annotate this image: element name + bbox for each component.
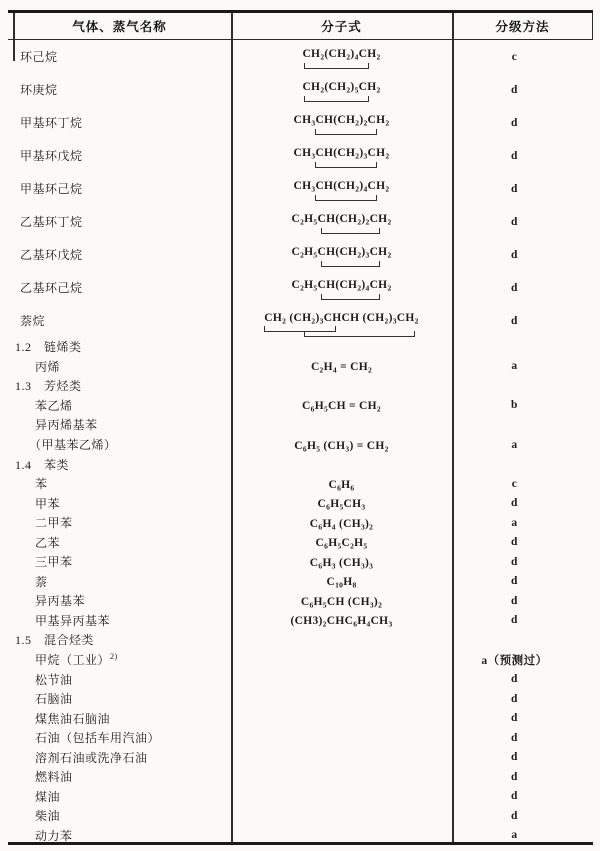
gas-name: 甲基异丙基苯 [35,613,111,628]
grade-value: d [511,314,518,327]
gas-name: 萘 [35,574,48,589]
gas-name-cell [8,689,231,709]
formula-wrap [302,77,380,95]
gas-name-cell [8,238,231,271]
grade-value: d [511,555,518,568]
molecular-formula: $C_6H_4$ $(CH_3)_2$ [309,517,374,531]
column-header-molecular-formula: 分子式 [321,20,362,34]
table-row [8,630,593,650]
gas-name: 乙苯 [35,535,61,550]
table-row [8,454,593,474]
gas-name: 溶剂石油或洗净石油 [35,750,148,765]
grade-value: c [511,477,518,490]
formula-wrap [311,357,372,375]
molecular-formula: $C_2H_5CH(CH_2)_3CH_2$ [291,246,392,260]
grade-value: c [511,50,518,63]
gas-name-cell [8,73,231,106]
gas-name-cell [8,513,231,533]
grade-value: a [511,829,518,842]
formula-wrap [291,209,391,227]
ring-bond-bracket [304,96,368,102]
gas-name: 煤焦油石脑油 [35,711,111,726]
molecular-formula-cell [231,205,452,238]
classification-method-cell [452,572,593,592]
formula-wrap [264,308,418,326]
classification-method-cell [452,304,593,337]
formula-wrap [302,44,380,62]
gas-name: 甲基环己烷 [20,182,83,196]
gas-name: 异丙基苯 [35,594,86,609]
molecular-formula: $C_6H_5C_2H_5$ [315,537,368,551]
grade-value: d [511,281,518,294]
classification-method-cell [452,139,593,172]
gas-name: 三甲苯 [35,555,73,570]
gas-name: 环庚烷 [20,83,58,97]
gas-name-cell [8,435,231,455]
molecular-formula-cell [231,689,452,709]
formula-wrap [294,176,390,194]
classification-method-cell [452,376,593,396]
table-row [8,532,593,552]
grade-value: d [511,215,518,228]
classification-method-cell [452,357,593,377]
table-row [8,669,593,689]
grade-value: d [511,770,518,783]
molecular-formula-cell [231,493,452,513]
grade-value: d [511,673,518,686]
grade-value: d [511,497,518,510]
column-header-classification-method: 分级方法 [495,20,550,34]
table-row [8,767,593,787]
grade-value: a（预测过） [481,654,548,667]
formula-wrap [310,553,373,571]
table-row [8,396,593,416]
classification-method-cell [452,689,593,709]
gas-name: 苯 [35,477,48,492]
gas-name-cell [8,304,231,337]
formula-wrap [291,275,391,293]
grade-value: d [511,575,518,588]
column-divider-2 [452,13,454,842]
table-row [8,205,593,238]
gas-name-cell [8,728,231,748]
grade-value: d [511,182,518,195]
ring-bond-bracket [321,228,379,234]
table-row [8,435,593,455]
gas-name: 甲基环戊烷 [20,149,83,163]
table-row [8,513,593,533]
table-row [8,73,593,106]
table-row [8,806,593,826]
gas-name: 1.5 混合烃类 [15,633,95,648]
formula-wrap [326,572,356,590]
gas-name: 环己烷 [20,50,58,64]
classification-method-cell [452,106,593,139]
formula-wrap [302,396,381,414]
molecular-formula: $C_6H_6$ [328,478,355,492]
footnote-marker: 2) [110,652,118,662]
molecular-formula-cell [231,630,452,650]
grade-value: d [511,248,518,261]
classification-method-cell [452,747,593,767]
gas-name: 煤油 [35,789,61,804]
gas-name-cell [8,708,231,728]
gas-name-cell [8,337,231,357]
gas-name-cell [8,415,231,435]
gas-name: 1.2 链烯类 [15,340,82,355]
table-row [8,337,593,357]
molecular-formula: $C_2H_4 = CH_2$ [310,361,373,375]
gas-name-cell [8,493,231,513]
gas-name: 苯乙烯 [35,398,73,413]
classification-method-cell [452,630,593,650]
gas-name-cell [8,172,231,205]
gas-name: 二甲苯 [35,516,73,531]
molecular-formula: $C_2H_5CH(CH_2)_2CH_2$ [291,213,392,227]
grade-value: d [511,83,518,96]
molecular-formula-cell [231,767,452,787]
table-row [8,139,593,172]
molecular-formula: $(CH3)_2CHC_6H_4CH_3$ [290,615,393,629]
gas-name: 甲基环丁烷 [20,116,83,130]
classification-method-cell [452,532,593,552]
gas-name-cell [8,454,231,474]
molecular-formula-cell [231,708,452,728]
gas-name: 石油（包括车用汽油） [35,731,161,746]
gas-name: 柴油 [35,809,61,824]
molecular-formula: $C_6H_5CH$ $(CH_3)_2$ [300,595,383,610]
table-row [8,747,593,767]
molecular-formula-cell [231,650,452,670]
table-row [8,304,593,337]
ring-bond-bracket [315,129,378,135]
grade-value: d [511,614,518,627]
classification-method-cell [452,474,593,494]
grade-value: d [511,594,518,607]
formula-wrap [316,533,368,551]
gas-name-cell [8,787,231,807]
molecular-formula-cell [231,826,452,846]
table-row [8,650,593,670]
molecular-formula-cell [231,337,452,357]
classification-method-cell [452,806,593,826]
classification-method-cell [452,728,593,748]
molecular-formula-cell [231,172,452,205]
grade-value: d [511,731,518,744]
molecular-formula: $CH_2(CH_2)_5CH_2$ [302,81,381,95]
gas-name-cell [8,611,231,631]
gas-name: 甲苯 [35,496,61,511]
grade-value: d [511,809,518,822]
molecular-formula-cell [231,73,452,106]
grade-value: b [511,399,518,412]
classification-method-cell [452,172,593,205]
table-row [8,689,593,709]
table-body [8,40,593,845]
molecular-formula-cell [231,454,452,474]
ring-bond-bracket [321,261,379,267]
molecular-formula: $C_6H_3$ $(CH_3)_3$ [309,556,374,571]
molecular-formula: $CH_2$ $(CH_2)_3CHCH$ $(CH_2)_3CH_2$ [264,312,419,326]
classification-method-cell [452,415,593,435]
table-row [8,106,593,139]
table-row [8,572,593,592]
molecular-formula-cell [231,513,452,533]
gas-name-cell [8,271,231,304]
formula-wrap [294,110,390,128]
gas-name: 1.3 芳烃类 [15,379,82,394]
table-row [8,271,593,304]
table-row [8,708,593,728]
classification-method-cell [452,767,593,787]
classification-method-cell [452,337,593,357]
table-row [8,376,593,396]
grade-value: a [511,360,518,373]
molecular-formula-cell [231,474,452,494]
formula-wrap [291,242,391,260]
molecular-formula: $C_2H_5CH(CH_2)_4CH_2$ [291,279,392,293]
gas-name-cell [8,474,231,494]
gas-name-cell [8,40,231,73]
classification-method-cell [452,826,593,846]
molecular-formula-cell [231,806,452,826]
molecular-formula-cell [231,376,452,396]
formula-wrap [318,494,366,512]
formula-wrap [310,514,373,532]
table-row [8,787,593,807]
table-row [8,357,593,377]
grade-value: d [511,790,518,803]
grade-value: d [511,536,518,549]
gas-name-cell [8,205,231,238]
molecular-formula-cell [231,591,452,611]
formula-wrap [329,475,355,493]
gas-name-cell [8,747,231,767]
classification-method-cell [452,650,593,670]
formula-wrap [301,592,382,610]
gas-name-cell [8,376,231,396]
molecular-formula-cell [231,415,452,435]
gas-name: 乙基环丁烷 [20,215,83,229]
table-row [8,728,593,748]
classification-method-cell [452,708,593,728]
molecular-formula-cell [231,669,452,689]
gas-name: 1.4 苯类 [15,457,70,472]
classification-method-cell [452,669,593,689]
table-row [8,238,593,271]
gas-name-cell [8,767,231,787]
ring-bond-bracket-2 [304,331,414,337]
table-header-row [8,13,593,40]
molecular-formula: $CH_3CH(CH_2)_4CH_2$ [293,180,390,194]
classification-method-cell [452,513,593,533]
gas-name: 丙烯 [35,359,61,374]
table-row [8,591,593,611]
gas-name: 动力苯 [35,828,73,843]
molecular-formula-cell [231,139,452,172]
molecular-formula: $CH_3CH(CH_2)_2CH_2$ [293,114,390,128]
gas-name-cell [8,630,231,650]
table-row [8,172,593,205]
molecular-formula-cell [231,532,452,552]
molecular-formula-cell [231,787,452,807]
gas-name-cell [8,572,231,592]
molecular-formula-cell [231,552,452,572]
gas-name: （甲基苯乙烯） [29,438,117,452]
table-row [8,40,593,73]
classification-method-cell [452,591,593,611]
molecular-formula-cell [231,304,452,337]
grade-value: d [511,149,518,162]
gas-name-cell [8,650,231,670]
table-row [8,474,593,494]
classification-method-cell [452,205,593,238]
molecular-formula-cell [231,435,452,455]
molecular-formula-cell [231,747,452,767]
grade-value: d [511,116,518,129]
formula-wrap [294,436,388,454]
classification-method-cell [452,611,593,631]
molecular-formula-cell [231,611,452,631]
gas-name-cell [8,139,231,172]
molecular-formula: $C_{10}H_8$ [326,576,357,590]
gas-name-cell [8,826,231,846]
molecular-formula: $CH_2(CH_2)_4CH_2$ [302,48,381,62]
gas-name: 松节油 [35,672,73,687]
molecular-formula-cell [231,572,452,592]
ring-bond-bracket [304,63,368,69]
header-right-border [592,13,594,40]
gas-name-cell [8,106,231,139]
gas-name: 甲烷（工业）$^{2)}$ [35,652,118,668]
ring-bond-bracket [315,195,378,201]
classification-method-cell [452,238,593,271]
grade-value: a [511,438,518,451]
classification-method-cell [452,435,593,455]
table-row [8,826,593,846]
grade-value: d [511,712,518,725]
gas-name: 石脑油 [35,692,73,707]
molecular-formula: $C_6H_5$ $(CH_3) = CH_2$ [294,439,389,453]
classification-method-cell [452,40,593,73]
gas-name-cell [8,806,231,826]
column-header-gas-name: 气体、蒸气名称 [72,20,167,34]
gas-classification-table [8,10,593,845]
grade-value: d [511,692,518,705]
table-row [8,493,593,513]
gas-name-cell [8,357,231,377]
gas-name-cell [8,591,231,611]
classification-method-cell [452,552,593,572]
classification-method-cell [452,454,593,474]
gas-name: 燃料油 [35,770,73,785]
column-divider-1 [231,13,233,842]
molecular-formula: $CH_3CH(CH_2)_3CH_2$ [293,147,390,161]
gas-name: 乙基环己烷 [20,281,83,295]
classification-method-cell [452,73,593,106]
grade-value: a [511,516,518,529]
formula-wrap [294,143,390,161]
table-row [8,552,593,572]
grade-value: d [511,751,518,764]
ring-bond-bracket [321,294,379,300]
table-row [8,415,593,435]
formula-wrap [291,611,393,629]
gas-name: 乙基环戊烷 [20,248,83,262]
gas-name-cell [8,532,231,552]
molecular-formula: $C_6H_5CH = CH_2$ [302,400,381,414]
molecular-formula-cell [231,238,452,271]
molecular-formula-cell [231,728,452,748]
classification-method-cell [452,787,593,807]
molecular-formula-cell [231,271,452,304]
molecular-formula-cell [231,40,452,73]
molecular-formula-cell [231,396,452,416]
header-left-border [13,13,15,61]
table-row [8,611,593,631]
classification-method-cell [452,493,593,513]
gas-name-cell [8,669,231,689]
gas-name: 萘烷 [20,314,46,328]
molecular-formula: $C_6H_5CH_3$ [317,498,366,512]
gas-name-cell [8,396,231,416]
molecular-formula-cell [231,106,452,139]
gas-name: 异丙烯基苯 [35,418,98,433]
classification-method-cell [452,396,593,416]
molecular-formula-cell [231,357,452,377]
classification-method-cell [452,271,593,304]
gas-name-cell [8,552,231,572]
ring-bond-bracket [315,162,378,168]
